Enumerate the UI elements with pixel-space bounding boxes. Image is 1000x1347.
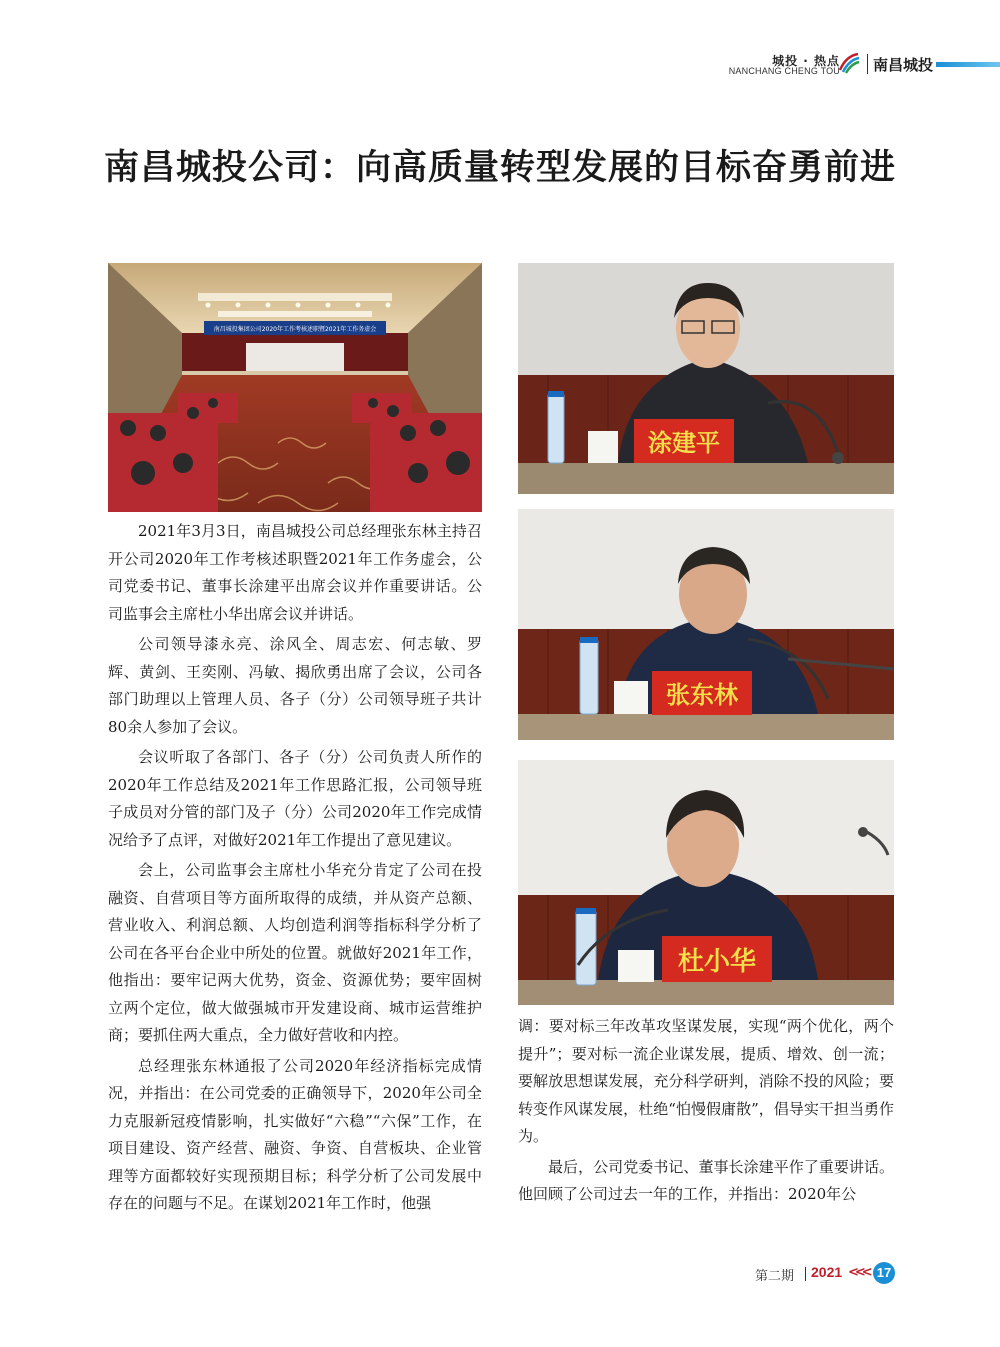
nameplate-1: 涂建平 bbox=[648, 428, 720, 457]
year-label: 2021 bbox=[811, 1264, 843, 1280]
chengtou-logo-icon bbox=[838, 52, 860, 74]
nameplate-3: 杜小华 bbox=[677, 947, 757, 977]
speaker-photo-2 bbox=[518, 509, 894, 740]
article-title: 南昌城投公司：向高质量转型发展的目标奋勇前进 bbox=[103, 148, 896, 188]
article-right-column bbox=[518, 1013, 894, 1212]
magazine-name: 南昌城投 bbox=[873, 56, 934, 74]
paragraph-6: 最后，公司党委书记、董事长涂建平作了重要讲话。他回顾了公司过去一年的工作，并指出：2020年公 bbox=[518, 1157, 894, 1203]
page-number: 17 bbox=[873, 1262, 895, 1284]
brand-accent-bar bbox=[936, 62, 1000, 67]
speaker-photo-1 bbox=[518, 263, 894, 494]
meeting-banner-text: 南昌城投集团公司2020年工作考核述职暨2021年工作务虚会 bbox=[213, 326, 377, 333]
section-label-en: NANCHANG CHENG TOU bbox=[728, 66, 840, 76]
meeting-hall-photo bbox=[108, 263, 482, 512]
footer-divider bbox=[805, 1267, 806, 1281]
paragraph-1: 2021年3月3日，南昌城投公司总经理张东林主持召开公司2020年工作考核述职暨2021年工作务虚会，公司党委书记、董事长涂建平出席会议并作重要讲话。公司监事会主席杜小华出席会议并讲话。 bbox=[108, 522, 482, 623]
brand-divider bbox=[867, 54, 868, 74]
chevron-left-icon: <<< bbox=[848, 1265, 869, 1280]
paragraph-3: 会议听取了各部门、各子（分）公司负责人所作的2020年工作总结及2021年工作思路汇报，公司领导班子成员对分管的部门及子（分）公司2020年工作完成情况给予了点评，对做好2021年工作提出了意见建议。 bbox=[108, 748, 482, 849]
paragraph-4: 会上，公司监事会主席杜小华充分肯定了公司在投融资、自营项目等方面所取得的成绩，并从资产总额、营业收入、利润总额、人均创造利润等指标科学分析了公司在各平台企业中所处的位置。就做好2021年工作，他指出：要牢记两大优势，资金、资源优势；要牢固树立两个定位，做大做强城市开发建设商、城市运营维护商；要抓住两大重点，全力做好营收和内控。 bbox=[108, 861, 482, 1044]
issue-label: 第二期 bbox=[755, 1269, 795, 1284]
speaker-photo-3 bbox=[518, 760, 894, 1005]
paragraph-5: 总经理张东林通报了公司2020年经济指标完成情况，并指出：在公司党委的正确领导下，2020年公司全力克服新冠疫情影响，扎实做好“六稳”“六保”工作，在项目建设、资产经营、融资、争资、自营板块、企业管理等方面都较好实现预期目标；科学分析了公司发展中存在的问题与不足。在谋划2021年工作时，他强 bbox=[108, 1056, 482, 1212]
page-footer bbox=[745, 1262, 905, 1286]
paragraph-5-continued: 调：要对标三年改革攻坚谋发展，实现“两个优化，两个提升”；要对标一流企业谋发展，提质、增效、创一流；要解放思想谋发展，充分科学研判，消除不投的风险；要转变作风谋发展，杜绝“怕慢假庸散”，倡导实干担当勇作为。 bbox=[518, 1017, 894, 1145]
article-left-column bbox=[108, 518, 482, 1221]
nameplate-2: 张东林 bbox=[666, 680, 738, 709]
paragraph-2: 公司领导漆永亮、涂风全、周志宏、何志敏、罗辉、黄剑、王奕刚、冯敏、揭欣勇出席了会议，公司各部门助理以上管理人员、各子（分）公司领导班子共计80余人参加了会议。 bbox=[108, 635, 482, 736]
section-label: 城投 · 热点 bbox=[772, 54, 840, 68]
header-brand bbox=[720, 50, 1000, 80]
